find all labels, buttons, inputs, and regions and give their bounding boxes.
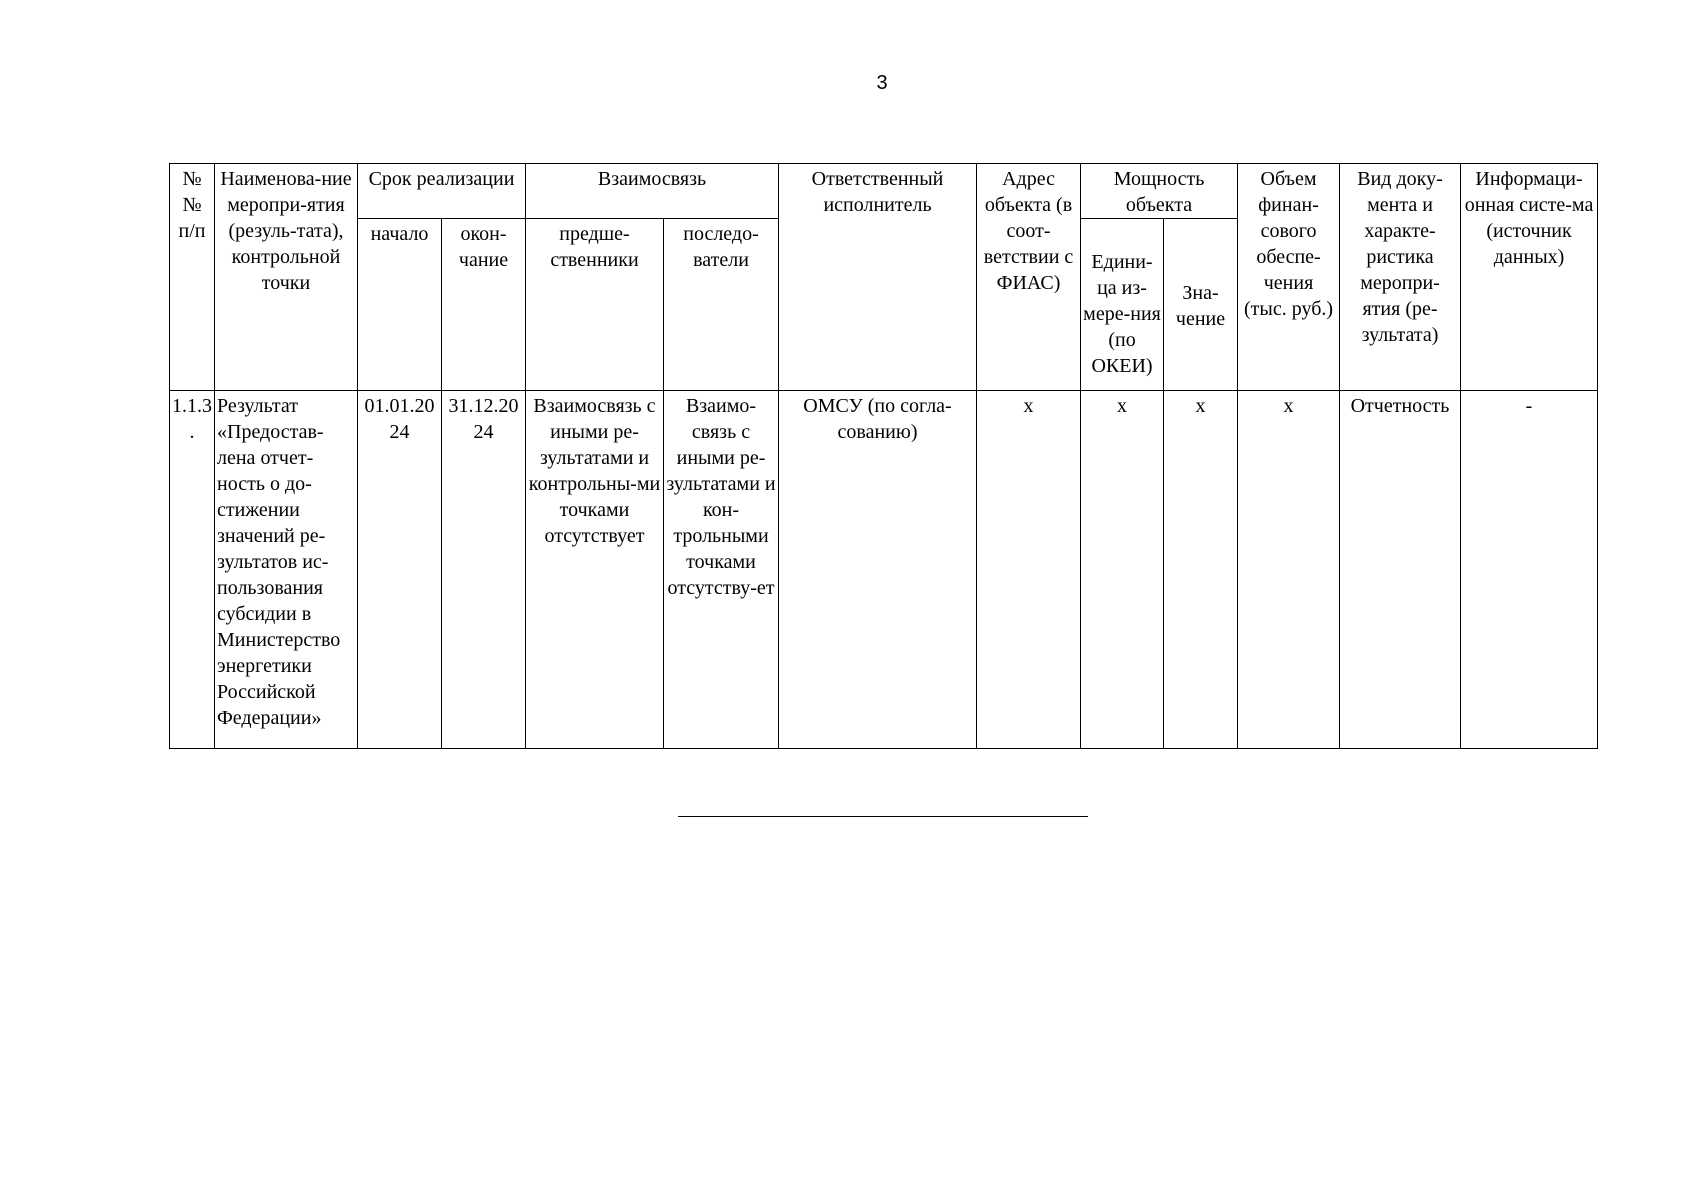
header-period: Срок реализации [358, 164, 526, 219]
page-number: 3 [876, 72, 888, 94]
header-doc-type: Вид доку-мента и характе-ристика меропри-ятия (ре-зультата) [1340, 164, 1461, 391]
cell-pred: Взаимосвязь с иными ре-зультатами и контрольны-ми точками отсутствует [526, 391, 664, 749]
header-address: Адрес объекта (в соот-ветствии с ФИАС) [977, 164, 1081, 391]
cell-name: Результат «Предостав-лена отчет-ность о до-стижении значений ре-зультатов ис-пользования субсидии в Министерство энергетики Российской Федерации» [215, 391, 358, 749]
cell-unit: x [1081, 391, 1164, 749]
plan-table [169, 163, 1598, 749]
header-row-1 [170, 164, 1598, 219]
cell-doc-type: Отчетность [1340, 391, 1461, 749]
cell-succ: Взаимо-связь с иными ре-зультатами и кон-трольными точками отсутству-ет [664, 391, 779, 749]
header-num: № № п/п [170, 164, 215, 391]
cell-executor: ОМСУ (по согла-сованию) [779, 391, 977, 749]
header-capacity-value: Зна-чение [1164, 219, 1238, 391]
cell-value: x [1164, 391, 1238, 749]
header-funding: Объем финан-сового обеспе-чения (тыс. руб.) [1238, 164, 1340, 391]
cell-funding: x [1238, 391, 1340, 749]
cell-num: 1.1.3. [170, 391, 215, 749]
header-name: Наименова-ние меропри-ятия (резуль-тата), контрольной точки [215, 164, 358, 391]
header-period-end: окон-чание [442, 219, 526, 391]
bottom-divider [678, 816, 1088, 817]
header-capacity: Мощность объекта [1081, 164, 1238, 219]
header-links-succ: последо-ватели [664, 219, 779, 391]
cell-end: 31.12.2024 [442, 391, 526, 749]
header-info-system: Информаци-онная систе-ма (источник данных) [1461, 164, 1598, 391]
header-links-pred: предше-ственники [526, 219, 664, 391]
cell-info-system: - [1461, 391, 1598, 749]
cell-start: 01.01.2024 [358, 391, 442, 749]
header-executor: Ответственный исполнитель [779, 164, 977, 391]
table-row [170, 391, 1598, 749]
header-capacity-unit: Едини-ца из-мере-ния (по ОКЕИ) [1081, 219, 1164, 391]
cell-address: x [977, 391, 1081, 749]
header-period-start: начало [358, 219, 442, 391]
header-links: Взаимосвязь [526, 164, 779, 219]
